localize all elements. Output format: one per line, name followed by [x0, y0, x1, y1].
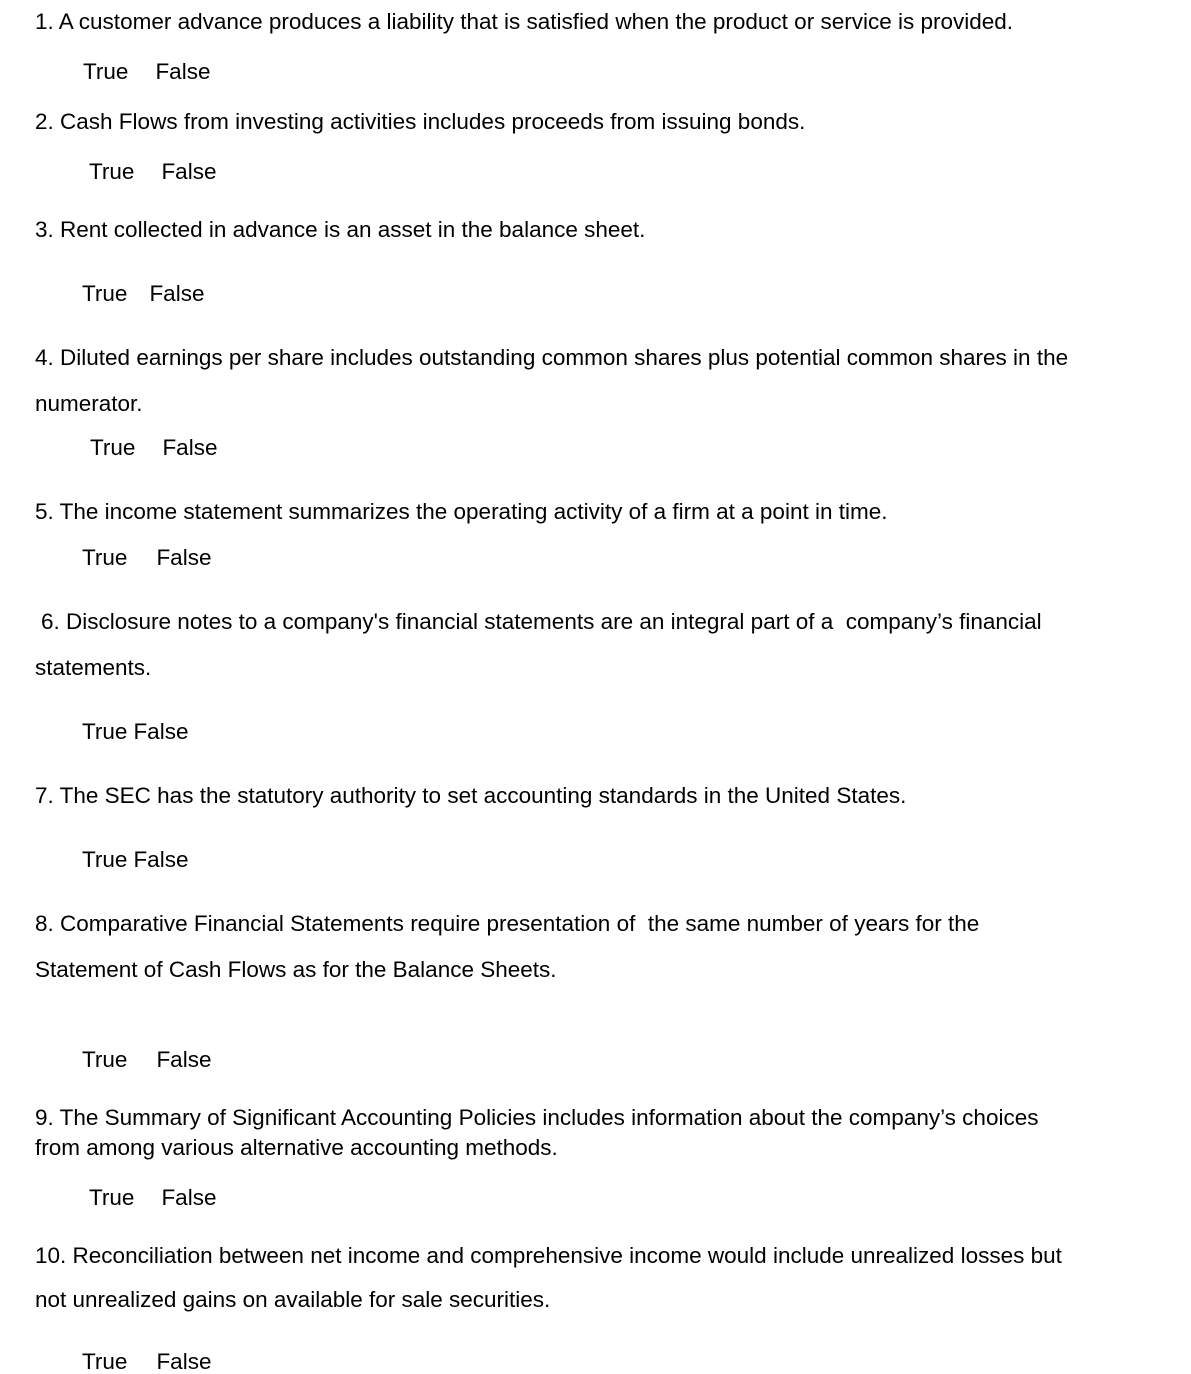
question-8-choices	[82, 1049, 211, 1072]
question-8-true-option[interactable]: True	[82, 1047, 128, 1072]
question-3-true-option[interactable]: True	[82, 281, 128, 306]
question-10-choices	[82, 1351, 211, 1374]
question-3-choices	[82, 283, 204, 306]
question-1-false-option[interactable]: False	[155, 59, 211, 84]
question-6-text-line-2: statements.	[35, 655, 152, 680]
question-2-choices	[89, 161, 216, 184]
question-6-false-option[interactable]: False	[133, 719, 189, 744]
question-3-false-option[interactable]: False	[149, 281, 205, 306]
question-5-true-option[interactable]: True	[82, 545, 128, 570]
question-1-true-option[interactable]: True	[83, 59, 129, 84]
question-2-text: 2. Cash Flows from investing activities includes proceeds from issuing bonds.	[35, 109, 806, 134]
question-4-false-option[interactable]: False	[162, 435, 218, 460]
question-6-text-line-1: 6. Disclosure notes to a company's financial statements are an integral part of a company’s financial	[41, 609, 1042, 634]
question-6-true-option[interactable]: True	[82, 719, 128, 744]
question-4-true-option[interactable]: True	[90, 435, 136, 460]
question-3-text: 3. Rent collected in advance is an asset in the balance sheet.	[35, 217, 646, 242]
question-9-text-line-2: from among various alternative accounting methods.	[35, 1135, 558, 1160]
question-8-text-line-1: 8. Comparative Financial Statements require presentation of the same number of years for the	[35, 911, 980, 936]
question-10-text-line-1: 10. Reconciliation between net income and comprehensive income would include unrealized losses but	[35, 1243, 1062, 1268]
question-7-false-option[interactable]: False	[133, 847, 189, 872]
question-5-text: 5. The income statement summarizes the operating activity of a firm at a point in time.	[35, 499, 888, 524]
question-7-text: 7. The SEC has the statutory authority to set accounting standards in the United States.	[35, 783, 907, 808]
question-7-true-option[interactable]: True	[82, 847, 128, 872]
question-10-false-option[interactable]: False	[156, 1349, 212, 1374]
question-9-text-line-1: 9. The Summary of Significant Accounting Policies includes information about the company’s choices	[35, 1105, 1039, 1130]
question-5-choices	[82, 547, 211, 570]
question-8-false-option[interactable]: False	[156, 1047, 212, 1072]
question-2-false-option[interactable]: False	[161, 159, 217, 184]
question-5-false-option[interactable]: False	[156, 545, 212, 570]
question-1-text: 1. A customer advance produces a liability that is satisfied when the product or service is provided.	[35, 9, 1014, 34]
question-7-choices	[82, 849, 188, 872]
question-9-false-option[interactable]: False	[161, 1185, 217, 1210]
question-1-choices	[83, 61, 210, 84]
question-9-choices	[89, 1187, 216, 1210]
question-2-true-option[interactable]: True	[89, 159, 135, 184]
question-4-choices	[90, 437, 217, 460]
question-4-text-line-1: 4. Diluted earnings per share includes outstanding common shares plus potential common shares in the	[35, 345, 1069, 370]
question-10-true-option[interactable]: True	[82, 1349, 128, 1374]
question-6-choices	[82, 721, 188, 744]
question-4-text-line-2: numerator.	[35, 391, 143, 416]
question-8-text-line-2: Statement of Cash Flows as for the Balance Sheets.	[35, 957, 557, 982]
question-10-text-line-2: not unrealized gains on available for sale securities.	[35, 1287, 551, 1312]
question-9-true-option[interactable]: True	[89, 1185, 135, 1210]
